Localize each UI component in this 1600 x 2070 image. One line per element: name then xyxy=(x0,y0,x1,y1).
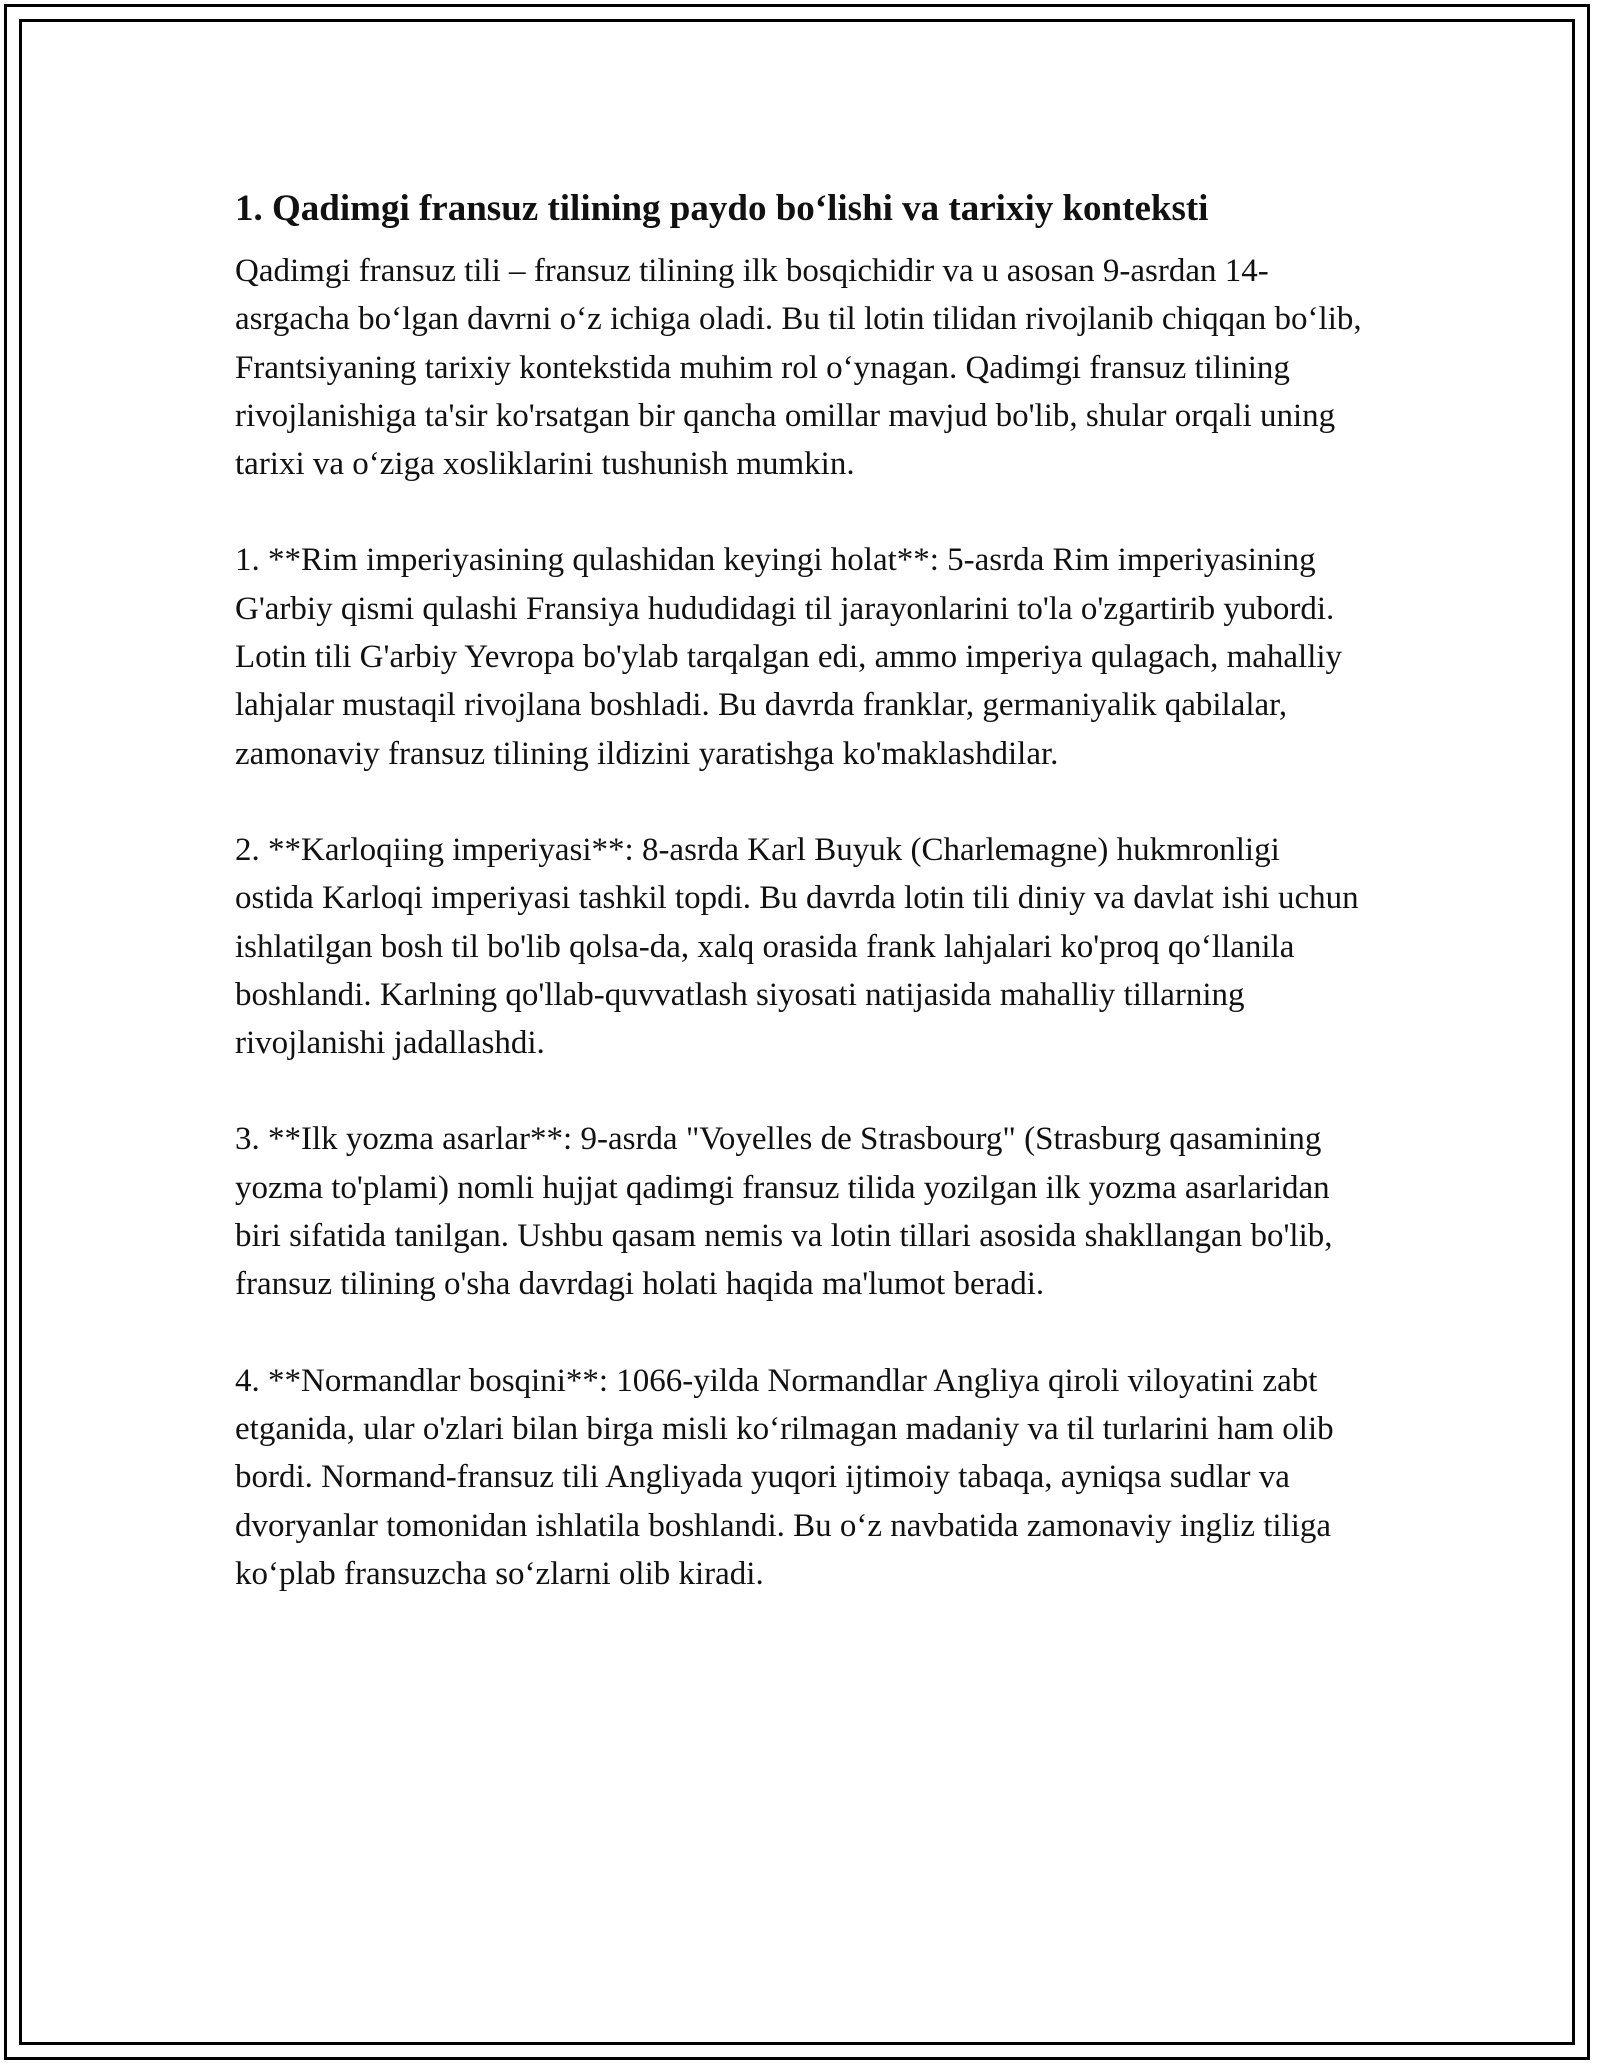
point-4-paragraph: 4. **Normandlar bosqini**: 1066-yilda Normandlar Angliya qiroli viloyatini zabt etganida, ular o'zlari bilan birga misli ko‘rilmagan madaniy va til turlarini ham olib bordi. Normand-fransuz tili Angliyada yuqori ijtimoiy tabaqa, ayniqsa sudlar va dvoryanlar tomonidan ishlatila boshlandi. Bu o‘z navbatida zamonaviy ingliz tiliga ko‘plab fransuzcha so‘zlarni olib kiradi. xyxy=(235,1362,1334,1592)
point-2-paragraph: 2. **Karloqiing imperiyasi**: 8-asrda Karl Buyuk (Charlemagne) hukmronligi ostida Karloqi imperiyasi tashkil topdi. Bu davrda lotin tili diniy va davlat ishi uchun ishlatilgan bosh til bo'lib qolsa-da, xalq orasida frank lahjalari ko'proq qo‘llanila boshlandi. Karlning qo'llab-quvvatlash siyosati natijasida mahalliy tillarning rivojlanishi jadallashdi. xyxy=(235,831,1359,1062)
section-heading: 1. Qadimgi fransuz tilining paydo bo‘lishi va tarixiy konteksti xyxy=(235,188,1209,229)
document-body xyxy=(235,185,1365,1646)
point-3-paragraph: 3. **Ilk yozma asarlar**: 9-asrda "Voyelles de Strasbourg" (Strasburg qasamining yozma to'plami) nomli hujjat qadimgi fransuz tilida yozilgan ilk yozma asarlaridan biri sifatida tanilgan. Ushbu qasam nemis va lotin tillari asosida shakllangan bo'lib, fransuz tilining o'sha davrdagi holati haqida ma'lumot beradi. xyxy=(235,1121,1333,1303)
intro-paragraph: Qadimgi fransuz tili – fransuz tilining ilk bosqichidir va u asosan 9-asrdan 14-asrgacha bo‘lgan davrni o‘z ichiga oladi. Bu til lotin tilidan rivojlanib chiqqan bo‘lib, Frantsiyaning tarixiy kontekstida muhim rol o‘ynagan. Qadimgi fransuz tilining rivojlanishiga ta'sir ko'rsatgan bir qancha omillar mavjud bo'lib, shular orqali uning tarixi va o‘ziga xosliklarini tushunish mumkin. xyxy=(235,253,1362,483)
point-1-paragraph: 1. **Rim imperiyasining qulashidan keyingi holat**: 5-asrda Rim imperiyasining G'arbiy qismi qulashi Fransiya hududidagi til jarayonlarini to'la o'zgartirib yubordi. Lotin tili G'arbiy Yevropa bo'ylab tarqalgan edi, ammo imperiya qulagach, mahalliy lahjalar mustaqil rivojlana boshladi. Bu davrda franklar, germaniyalik qabilalar, zamonaviy fransuz tilining ildizini yaratishga ko'maklashdilar. xyxy=(235,542,1343,772)
